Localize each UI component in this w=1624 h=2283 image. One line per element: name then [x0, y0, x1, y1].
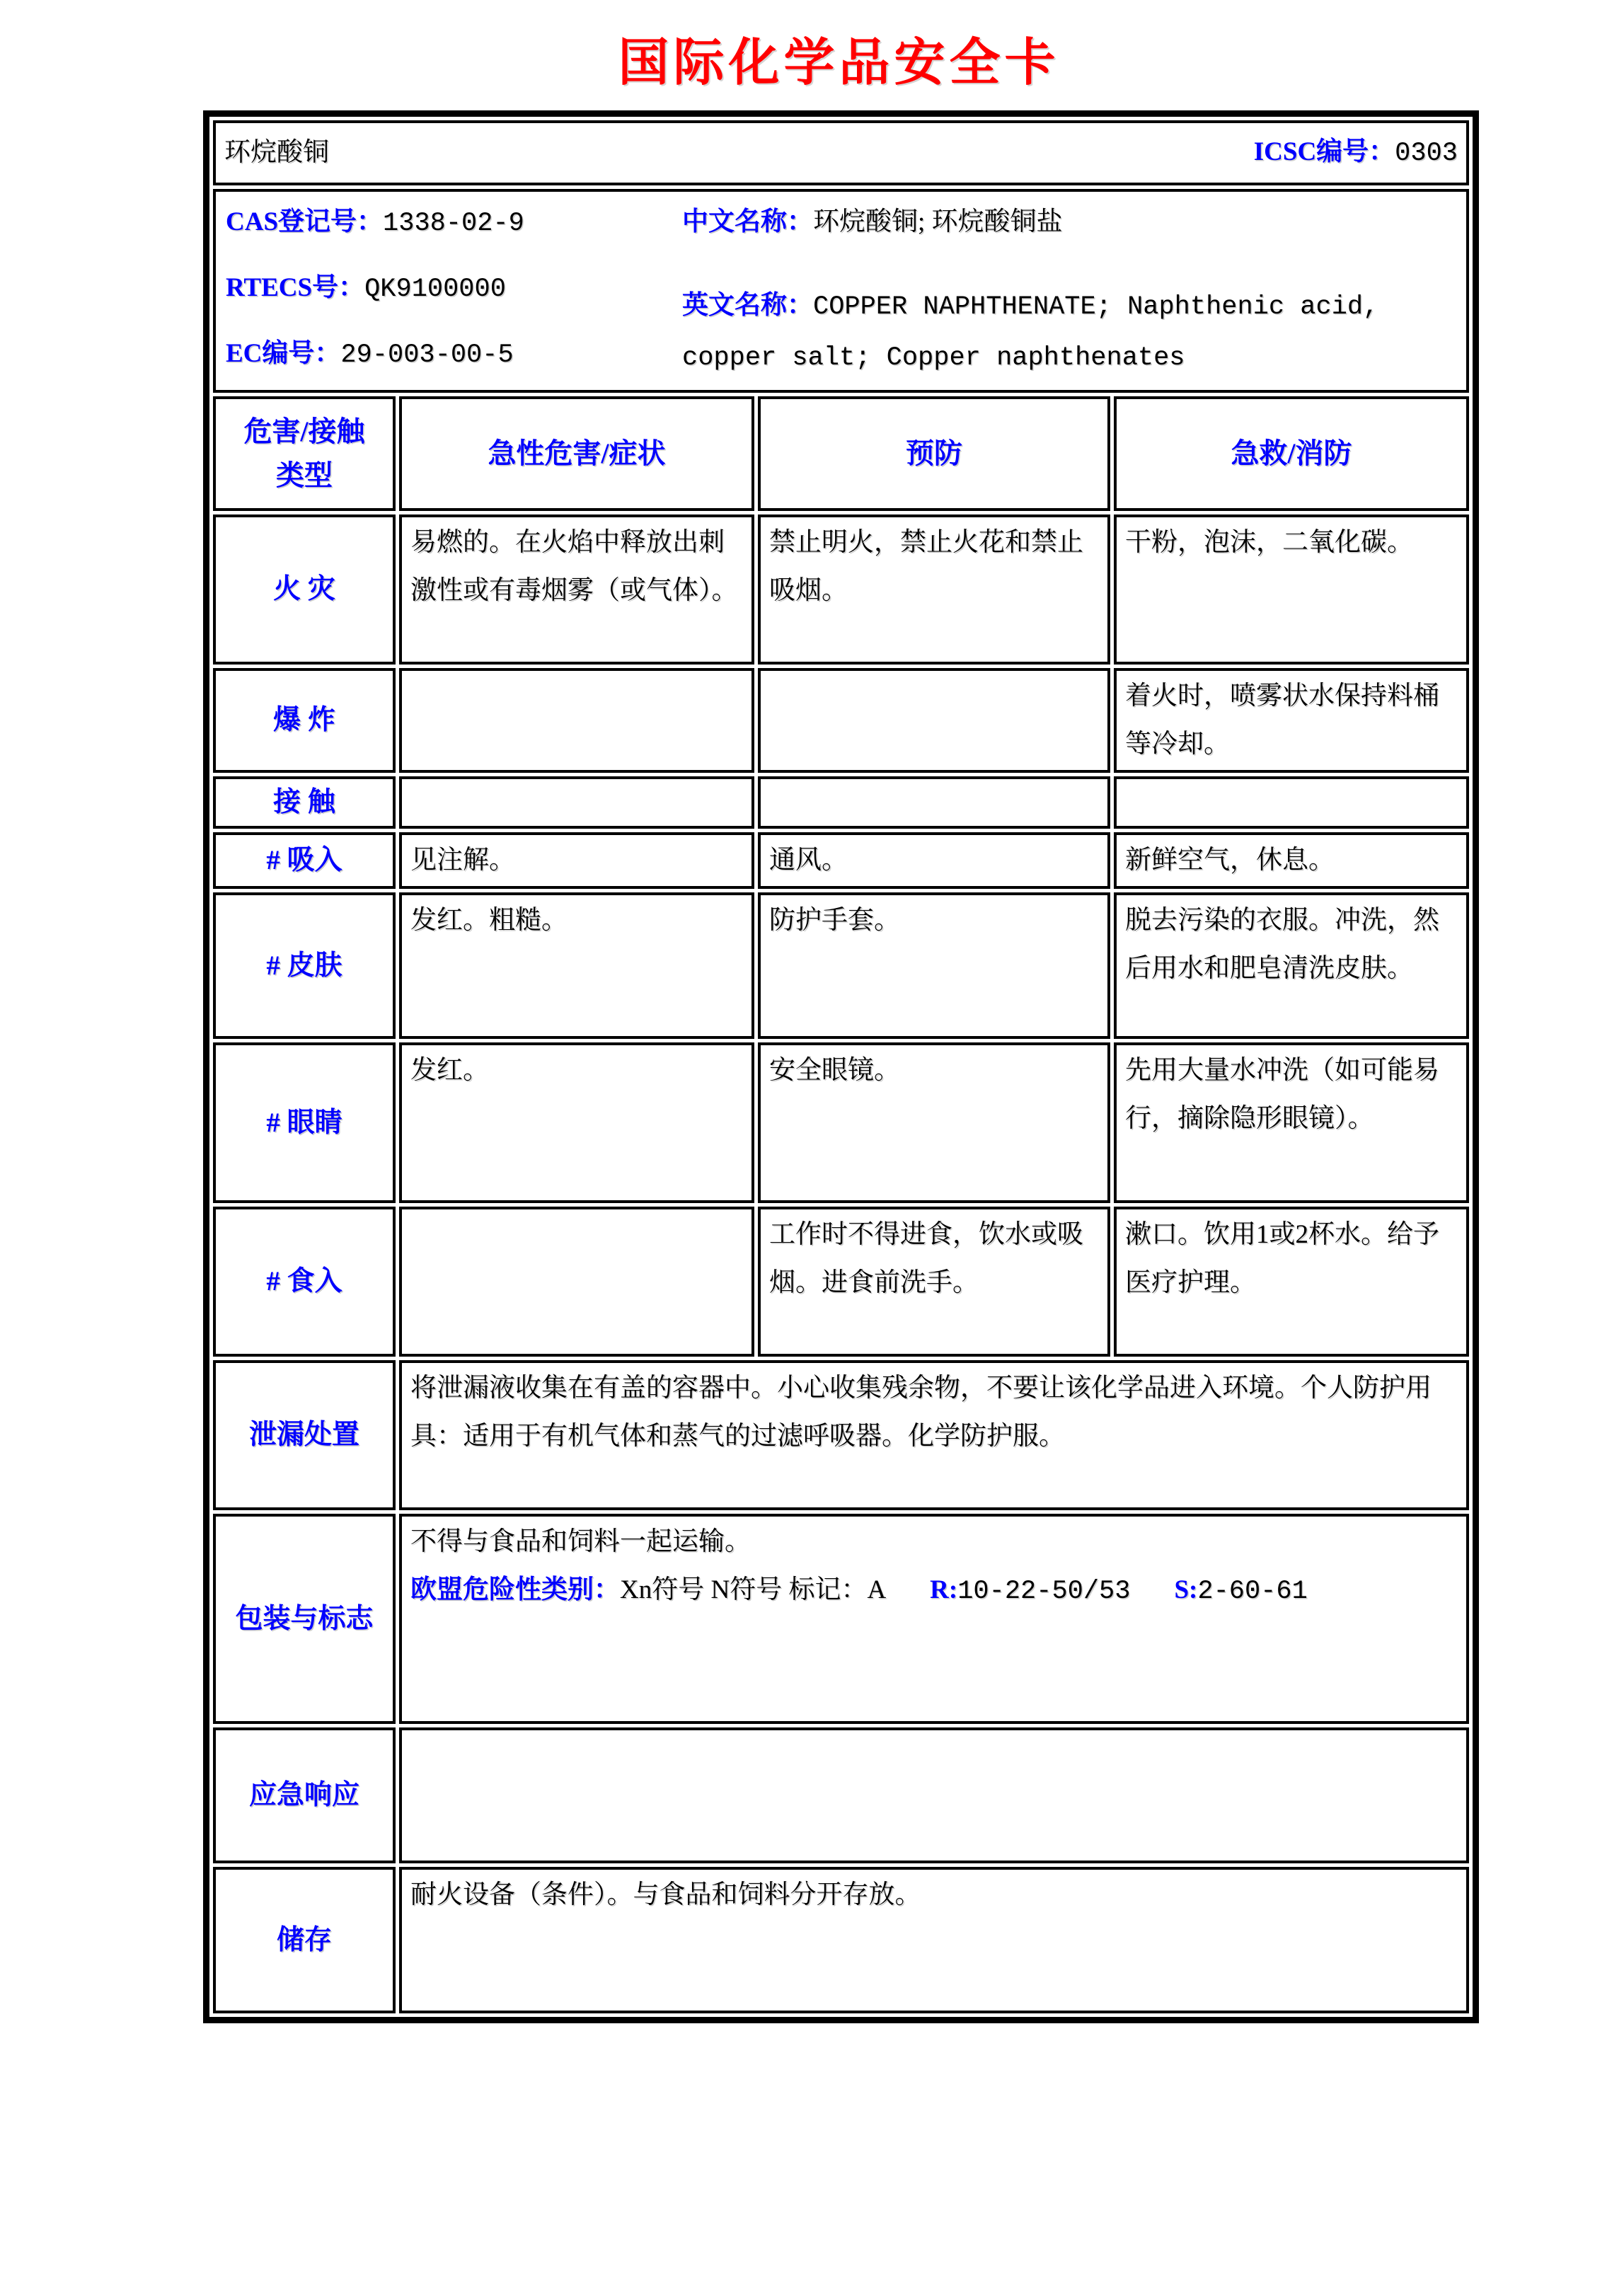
eyes-prevention: 安全眼镜。	[758, 1042, 1110, 1203]
packaging-transport-note: 不得与食品和饲料一起运输。	[410, 1527, 751, 1556]
emergency-response-content	[399, 1727, 1469, 1863]
row-ingestion	[213, 1207, 1469, 1357]
row-packaging	[213, 1514, 1469, 1724]
rtecs-value: QK9100000	[364, 275, 506, 304]
row-contact-label: 接 触	[213, 776, 396, 829]
chinese-name-line	[682, 200, 1397, 244]
s-phrases-label: S:	[1174, 1575, 1198, 1604]
row-contact	[213, 776, 1469, 829]
inhalation-prevention: 通风。	[758, 832, 1110, 889]
ingestion-prevention: 工作时不得进食，饮水或吸烟。进食前洗手。	[758, 1207, 1110, 1357]
header-firstaid-firefighting: 急救/消防	[1114, 396, 1469, 511]
explosion-prevention	[758, 668, 1110, 773]
fire-response: 干粉，泡沫，二氧化碳。	[1114, 514, 1469, 665]
substance-names	[682, 193, 1397, 383]
identifiers-cell	[213, 189, 1469, 393]
explosion-symptoms	[399, 668, 754, 773]
registry-numbers	[224, 193, 682, 389]
row-emergency-response	[213, 1727, 1469, 1863]
icsc-number-value: 0303	[1395, 139, 1458, 168]
row-fire	[213, 514, 1469, 665]
spillage-content: 将泄漏液收集在有盖的容器中。小心收集残余物，不要让该化学品进入环境。个人防护用具：适用于有机气体和蒸气的过滤呼吸器。化学防护服。	[399, 1360, 1469, 1510]
ingestion-response: 漱口。饮用1或2杯水。给予医疗护理。	[1114, 1207, 1469, 1357]
eu-class-text: Xn符号 N符号 标记：A	[620, 1575, 887, 1604]
cas-label: CAS登记号：	[226, 207, 384, 236]
row-skin-label: # 皮肤	[213, 892, 396, 1039]
header-acute-symptoms: 急性危害/症状	[399, 396, 754, 511]
cas-value: 1338-02-9	[383, 209, 524, 238]
row-spillage	[213, 1360, 1469, 1510]
contact-symptoms	[399, 776, 754, 829]
rtecs-label: RTECS号：	[226, 273, 365, 302]
ec-number-line	[226, 332, 682, 377]
row-eyes	[213, 1042, 1469, 1203]
row-inhalation-label: # 吸入	[213, 832, 396, 889]
row-fire-label: 火 灾	[213, 514, 396, 665]
cas-number-line	[226, 200, 682, 246]
ec-label: EC编号：	[226, 339, 341, 368]
packaging-content	[399, 1514, 1469, 1724]
icsc-table	[203, 110, 1479, 2023]
row-ingestion-label: # 食入	[213, 1207, 396, 1357]
substance-header-row	[213, 120, 1469, 185]
icsc-number-label: ICSC编号：	[1253, 137, 1395, 166]
ec-value: 29-003-00-5	[340, 340, 514, 370]
icsc-card	[203, 110, 1475, 2023]
row-skin	[213, 892, 1469, 1039]
row-eyes-label: # 眼睛	[213, 1042, 396, 1203]
english-name-line	[682, 281, 1397, 383]
header-prevention: 预防	[758, 396, 1110, 511]
substance-header-cell	[213, 120, 1469, 185]
inhalation-response: 新鲜空气，休息。	[1114, 832, 1469, 889]
skin-prevention: 防护手套。	[758, 892, 1110, 1039]
r-phrases-value: 10-22-50/53	[957, 1577, 1131, 1606]
row-packaging-label: 包装与标志	[213, 1514, 396, 1724]
fire-symptoms: 易燃的。在火焰中释放出刺激性或有毒烟雾（或气体）。	[399, 514, 754, 665]
english-name-label: 英文名称：	[682, 291, 813, 320]
row-explosion-label: 爆 炸	[213, 668, 396, 773]
contact-response	[1114, 776, 1469, 829]
rtecs-number-line	[226, 266, 682, 311]
inhalation-symptoms: 见注解。	[399, 832, 754, 889]
row-storage-label: 储存	[213, 1867, 396, 2013]
hazard-header-row	[213, 396, 1469, 511]
eu-class-label: 欧盟危险性类别：	[410, 1575, 620, 1604]
chinese-name-label: 中文名称：	[682, 207, 813, 236]
header-hazard-type: 危害/接触 类型	[213, 396, 396, 511]
contact-prevention	[758, 776, 1110, 829]
r-phrases-label: R:	[930, 1575, 958, 1604]
substance-name: 环烷酸铜	[224, 138, 329, 167]
icsc-number-group	[1254, 124, 1458, 182]
eyes-symptoms: 发红。	[399, 1042, 754, 1203]
page-title: 国际化学品安全卡	[618, 35, 1060, 91]
explosion-response: 着火时，喷雾状水保持料桶等冷却。	[1114, 668, 1469, 773]
storage-content: 耐火设备（条件）。与食品和饲料分开存放。	[399, 1867, 1469, 2013]
row-inhalation	[213, 832, 1469, 889]
row-explosion	[213, 668, 1469, 773]
chinese-name-value: 环烷酸铜; 环烷酸铜盐	[813, 207, 1063, 236]
row-emergency-response-label: 应急响应	[213, 1727, 396, 1863]
english-name-value: COPPER NAPHTHENATE; Naphthenic acid, copper salt; Copper naphthenates	[682, 292, 1379, 373]
ingestion-symptoms	[399, 1207, 754, 1357]
s-phrases-value: 2-60-61	[1197, 1577, 1308, 1606]
packaging-eu-classification	[410, 1566, 1458, 1616]
identifiers-row	[213, 189, 1469, 393]
row-storage	[213, 1867, 1469, 2013]
skin-symptoms: 发红。粗糙。	[399, 892, 754, 1039]
row-spillage-label: 泄漏处置	[213, 1360, 396, 1510]
fire-prevention: 禁止明火，禁止火花和禁止吸烟。	[758, 514, 1110, 665]
eyes-response: 先用大量水冲洗（如可能易行，摘除隐形眼镜）。	[1114, 1042, 1469, 1203]
skin-response: 脱去污染的衣服。冲洗，然后用水和肥皂清洗皮肤。	[1114, 892, 1469, 1039]
